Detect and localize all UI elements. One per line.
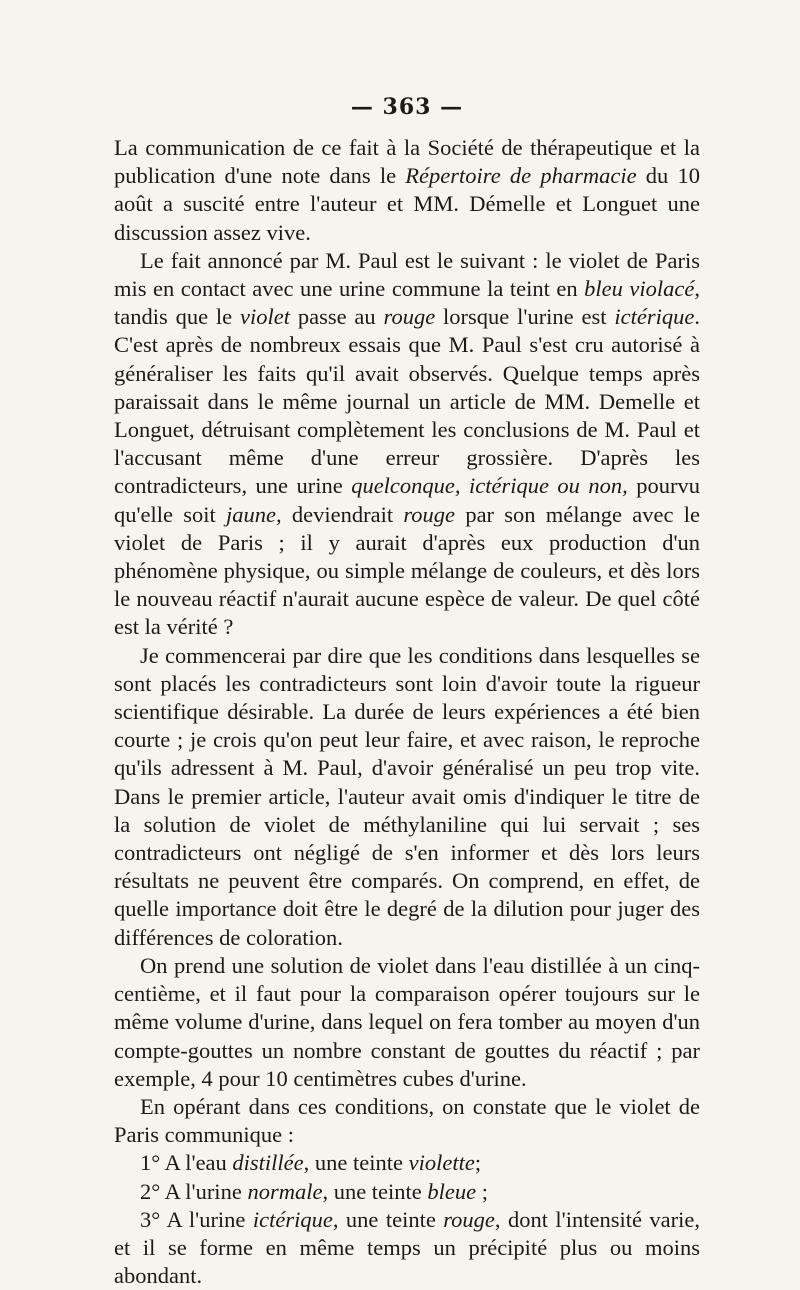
- paragraph-2: Le fait annoncé par M. Paul est le suivant : le violet de Paris mis en contact avec une urine commune la teint en bleu violacé, tandis que le violet passe au rouge lorsque l'urine est ictérique. C'est après de nombreux essais que M. Paul s'est cru autorisé à généraliser les faits qu'il avait observés. Quelque temps après paraissait dans le même journal un article de MM. Demelle et Longuet, détruisant complètement les conclusions de M. Paul et l'accusant même d'une erreur grossière. D'après les contradicteurs, une urine quelconque, ictérique ou non, pourvu qu'elle soit jaune, deviendrait rouge par son mélange avec le violet de Paris ; il y aurait d'après eux production d'un phénomène physique, ou simple mélange de couleurs, et dès lors le nouveau réactif n'aurait aucune espèce de valeur. De quel côté est la vérité ?: [114, 247, 700, 640]
- page-number: — 363 —: [350, 94, 464, 120]
- paragraph-3: Je commencerai par dire que les conditions dans lesquelles se sont placés les contradicteurs sont loin d'avoir toute la rigueur scientifique désirable. La durée de leurs expériences a été bien courte ; je crois qu'on peut leur faire, et avec raison, le reproche qu'ils adressent à M. Paul, d'avoir généralisé un peu trop vite. Dans le premier article, l'auteur avait omis d'indiquer le titre de la solution de violet de méthylaniline qui lui servait ; ses contradicteurs ont négligé de s'en informer et dès lors leurs résultats ne peuvent être comparés. On comprend, en effet, de quelle importance doit être le degré de la dilution pour juger des différences de coloration.: [114, 642, 700, 950]
- list-item-1: 1° A l'eau distillée, une teinte violette;: [140, 1150, 482, 1176]
- list-item-2: 2° A l'urine normale, une teinte bleue ;: [140, 1178, 489, 1204]
- journal-title: Répertoire de pharmacie: [405, 163, 637, 189]
- paragraph-4: On prend une solution de violet dans l'eau distillée à un cinq-centième, et il faut pour la comparaison opérer toujours sur le même volume d'urine, dans lequel on fera tomber au moyen d'un compte-gouttes un nombre constant de gouttes du réactif ; par exemple, 4 pour 10 centimètres cubes d'urine.: [114, 952, 700, 1091]
- paragraph-5: En opérant dans ces conditions, on constate que le violet de Paris communique :: [114, 1093, 700, 1148]
- page-body: [114, 134, 700, 1290]
- paragraph-1: La communication de ce fait à la Société de thérapeutique et la publication d'une note dans le Répertoire de pharmacie du 10 août a suscité entre l'auteur et MM. Démelle et Longuet une discussion assez vive.: [114, 135, 700, 245]
- list-item-3: 3° A l'urine ictérique, une teinte rouge, dont l'intensité varie, et il se forme en même temps un précipité plus ou moins abondant.: [114, 1206, 700, 1289]
